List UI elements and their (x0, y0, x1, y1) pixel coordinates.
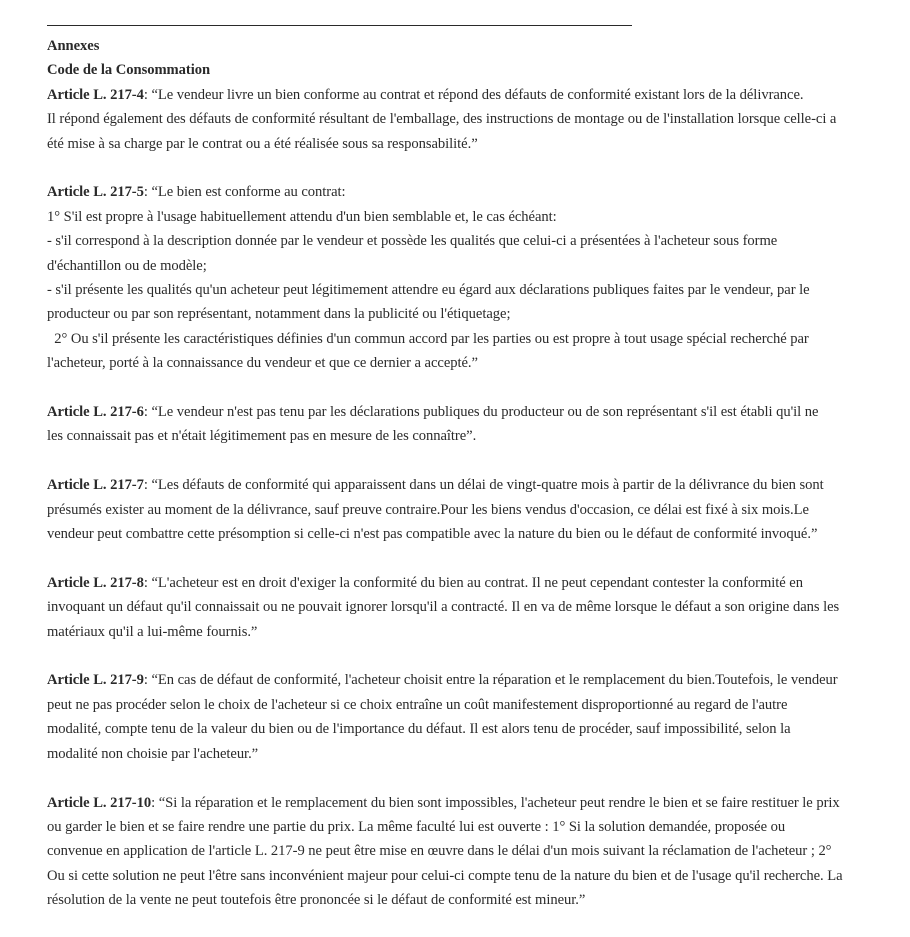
article-line (47, 400, 875, 424)
article-line (47, 571, 875, 595)
article-line: résolution de la vente ne peut toutefois être prononcée si le défaut de conformité est mineur.” (47, 892, 586, 909)
article-line: Il répond également des défauts de conformité résultant de l'emballage, des instructions de montage ou de l'installation lorsque celle-ci a (47, 111, 837, 128)
article-text: : “Le vendeur livre un bien conforme au contrat et répond des défauts de conformité existant lors de la délivrance. (143, 86, 804, 103)
article-line: modalité, compte tenu de la valeur du bien ou de l'importance du défaut. Il est alors tenu de procéder, sauf impossibilité, selon la (47, 721, 791, 738)
article-line: Ou si cette solution ne peut l'être sans inconvénient majeur pour celui-ci compte tenu de la nature du bien et de l'usage qu'il recherche. La (47, 867, 843, 884)
article-line (47, 180, 875, 204)
article-reference: Article L. 217-10 (47, 794, 152, 811)
articles-list (47, 83, 875, 913)
article-line: peut ne pas procéder selon le choix de l'acheteur si ce choix entraîne un coût manifestement disproportionné au regard de l'autre (47, 696, 788, 713)
article-line: ou garder le bien et se faire rendre une partie du prix. La même faculté lui est ouverte : 1° Si la solution demandée, proposée ou (47, 818, 786, 835)
article-line: - s'il correspond à la description donnée par le vendeur et possède les qualités que celui-ci a présentées à l'acheteur sous forme (47, 233, 778, 250)
annex-heading: Annexes (47, 38, 100, 54)
article-line: producteur ou par son représentant, notamment dans la publicité ou l'étiquetage; (47, 306, 511, 323)
article-block (47, 571, 875, 644)
annex-content (47, 34, 875, 937)
article-block (47, 400, 875, 449)
article-line (47, 791, 875, 815)
article-line: modalité non choisie par l'acheteur.” (47, 745, 259, 762)
article-line: les connaissait pas et n'était légitimement pas en mesure de les connaître”. (47, 428, 477, 445)
article-block (47, 83, 875, 156)
article-line: vendeur peut combattre cette présomption si celle-ci n'est pas compatible avec la nature du bien ou le défaut de conformité invoqué.” (47, 526, 818, 543)
article-text: : “L'acheteur est en droit d'exiger la conformité du bien au contrat. Il ne peut cependant contester la conformité en (143, 574, 803, 591)
article-reference: Article L. 217-8 (47, 574, 144, 591)
article-line (47, 473, 875, 497)
article-reference: Article L. 217-5 (47, 184, 144, 201)
article-text: : “Le vendeur n'est pas tenu par les déclarations publiques du producteur ou de son représentant s'il est établi qu'il ne (143, 404, 819, 421)
article-line: matériaux qu'il a lui-même fournis.” (47, 623, 258, 640)
article-line: - s'il présente les qualités qu'un acheteur peut légitimement attendre eu égard aux déclarations publiques faites par le vendeur, par le (47, 282, 810, 299)
article-text: : “Si la réparation et le remplacement du bien sont impossibles, l'acheteur peut rendre le bien et se faire restituer le prix (151, 794, 840, 811)
article-line: convenue en application de l'article L. 217-9 ne peut être mise en œuvre dans le délai d'un mois suivant la réclamation de l'acheteur ; 2° (47, 843, 832, 860)
article-line (47, 668, 875, 692)
article-block (47, 791, 875, 913)
article-line (47, 83, 875, 107)
footnote-separator-rule (47, 25, 632, 26)
article-line: invoquant un défaut qu'il connaissait ou ne pouvait ignorer lorsqu'il a contracté. Il en va de même lorsque le défaut a son origine dans les (47, 599, 840, 616)
article-block (47, 668, 875, 766)
article-text: : “Les défauts de conformité qui apparaissent dans un délai de vingt-quatre mois à partir de la délivrance du bien sont (143, 477, 824, 494)
article-block (47, 180, 875, 375)
article-line: 1° S'il est propre à l'usage habituellement attendu d'un bien semblable et, le cas échéant: (47, 208, 557, 225)
article-reference: Article L. 217-9 (47, 672, 144, 689)
article-reference: Article L. 217-4 (47, 86, 144, 103)
article-text: : “Le bien est conforme au contrat: (143, 184, 346, 201)
article-line: d'échantillon ou de modèle; (47, 257, 207, 274)
article-line: été mise à sa charge par le contrat ou a été réalisée sous sa responsabilité.” (47, 135, 478, 152)
article-line: présumés exister au moment de la délivrance, sauf preuve contraire.Pour les biens vendus d'occasion, ce délai est fixé à six mois.Le (47, 501, 809, 518)
article-line: 2° Ou s'il présente les caractéristiques définies d'un commun accord par les parties ou est propre à tout usage spécial recherché par (47, 330, 809, 347)
article-reference: Article L. 217-7 (47, 477, 144, 494)
article-text: : “En cas de défaut de conformité, l'acheteur choisit entre la réparation et le remplacement du bien.Toutefois, le vendeur (143, 672, 838, 689)
article-line: l'acheteur, porté à la connaissance du vendeur et que ce dernier a accepté.” (47, 355, 478, 372)
article-reference: Article L. 217-6 (47, 404, 144, 421)
article-block (47, 473, 875, 546)
code-heading: Code de la Consommation (47, 62, 211, 79)
